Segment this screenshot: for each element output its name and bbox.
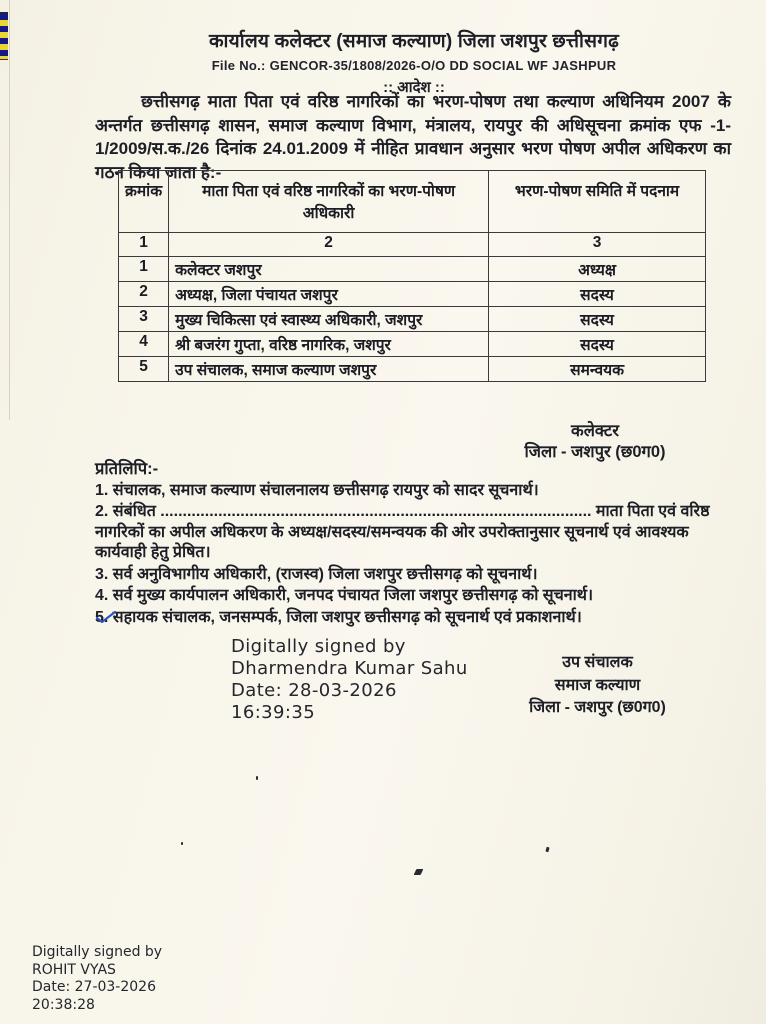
- digisign-signer-name: ROHIT VYAS: [32, 961, 116, 978]
- digisign-line: Digitally signed by: [32, 944, 163, 960]
- digisign-time: 20:38:28: [32, 996, 95, 1013]
- signatory-post: उप संचालक: [562, 654, 633, 671]
- cell-sno: 5: [119, 357, 169, 382]
- cell-designation: सदस्य: [489, 307, 706, 332]
- ink-speck: [256, 776, 258, 780]
- digisign-date: Date: 28-03-2026: [231, 680, 397, 701]
- cell-sno: 4: [119, 332, 169, 357]
- cell-designation: अध्यक्ष: [489, 257, 706, 282]
- digisign-line: Digitally signed by: [231, 636, 406, 657]
- signatory-district: जिला - जशपुर (छ0ग0): [529, 699, 666, 716]
- digital-signature-main: [231, 636, 468, 724]
- colnum-cell: 2: [169, 233, 489, 257]
- copy-item-5: 5. सहायक संचालक, जनसम्पर्क, जिला जशपुर छत्तीसगढ़ को सूचनार्थ एवं प्रकाशनार्थ।: [95, 608, 582, 626]
- table-row: [119, 282, 706, 307]
- ink-speck: [545, 847, 549, 853]
- committee-table: [118, 170, 706, 382]
- digisign-time: 16:39:35: [231, 702, 316, 723]
- cell-sno: 2: [119, 282, 169, 307]
- table-row: [119, 257, 706, 282]
- colnum-cell: 3: [489, 233, 706, 257]
- digisign-date: Date: 27-03-2026: [32, 979, 156, 995]
- cell-sno: 3: [119, 307, 169, 332]
- table-header-row: [119, 171, 706, 233]
- cell-designation: सदस्य: [489, 282, 706, 307]
- cell-designation: सदस्य: [489, 332, 706, 357]
- cell-designation: समन्वयक: [489, 357, 706, 382]
- cell-officer: अध्यक्ष, जिला पंचायत जशपुर: [169, 282, 489, 307]
- table-row: [119, 307, 706, 332]
- table-row: [119, 332, 706, 357]
- header-cell-designation: भरण-पोषण समिति में पदनाम: [489, 171, 706, 233]
- header-cell-sno: क्रमांक: [119, 171, 169, 233]
- checkmark-icon: [96, 611, 116, 623]
- cell-officer: मुख्य चिकित्सा एवं स्वास्थ्य अधिकारी, जशपुर: [169, 307, 489, 332]
- signatory-designation-block: [505, 652, 690, 720]
- ink-speck: [414, 869, 424, 875]
- office-title: कार्यालय कलेक्टर (समाज कल्याण) जिला जशपुर छत्तीसगढ़: [208, 31, 620, 52]
- copy-heading: प्रतिलिपि:-: [95, 460, 159, 478]
- document-header: [90, 27, 738, 97]
- authority-signature-block: [455, 421, 735, 463]
- header-cell-officer: माता पिता एवं वरिष्ठ नागरिकों का भरण-पोषण अधिकारी: [169, 171, 489, 233]
- copy-item-2: 2. संबंधित ................................................................................................. माता पिता एवं वरिष्ठ नागरिकों का अपील अधिकरण के अध्यक्ष/सदस्य/समन्वयक की ओर उपरोक्तानुसार सूचनार्थ एवं आवश्यक कार्यवाही हेतु प्रेषित।: [95, 503, 710, 561]
- copy-item-3: 3. सर्व अनुविभागीय अधिकारी, (राजस्व) जिला जशपुर छत्तीसगढ़ को सूचनार्थ।: [95, 565, 538, 583]
- colnum-cell: 1: [119, 233, 169, 257]
- copy-to-section: [95, 459, 735, 629]
- copy-item-1: 1. संचालक, समाज कल्याण संचालनालय छत्तीसगढ़ रायपुर को सादर सूचनार्थ।: [95, 481, 539, 499]
- ink-speck: [181, 842, 183, 845]
- column-number-row: [119, 233, 706, 257]
- file-number: File No.: GENCOR-35/1808/2026-O/O DD SOCIAL WF JASHPUR: [211, 58, 617, 73]
- cell-officer: कलेक्टर जशपुर: [169, 257, 489, 282]
- authority-district: जिला - जशपुर (छ0ग0): [524, 443, 666, 461]
- cell-officer: श्री बजरंग गुप्ता, वरिष्ठ नागरिक, जशपुर: [169, 332, 489, 357]
- order-body-paragraph: छत्तीसगढ़ माता पिता एवं वरिष्ठ नागरिकों का भरण-पोषण तथा कल्याण अधिनियम 2007 के अन्तर्गत छत्तीसगढ़ शासन, समाज कल्याण विभाग, मंत्रालय, रायपुर की अधिसूचना क्रमांक एफ -1-1/2009/स.क./26 दिनांक 24.01.2009 में नीहित प्रावधान अनुसार भरण पोषण अपील अधिकरण का गठन किया जाता है:-: [95, 92, 731, 182]
- binding-color-strip: [0, 12, 8, 60]
- signatory-department: समाज कल्याण: [554, 676, 641, 694]
- copy-item-4: 4. सर्व मुख्य कार्यपालन अधिकारी, जनपद पंचायत जिला जशपुर छत्तीसगढ़ को सूचनार्थ।: [95, 587, 594, 604]
- digital-signature-footer: [32, 944, 162, 1014]
- cell-officer: उप संचालक, समाज कल्याण जशपुर: [169, 357, 489, 382]
- digisign-signer-name: Dharmendra Kumar Sahu: [231, 658, 468, 679]
- order-heading: :: आदेश ::: [383, 79, 445, 96]
- table-row: [119, 357, 706, 382]
- cell-sno: 1: [119, 257, 169, 282]
- authority-title: कलेक्टर: [571, 422, 619, 440]
